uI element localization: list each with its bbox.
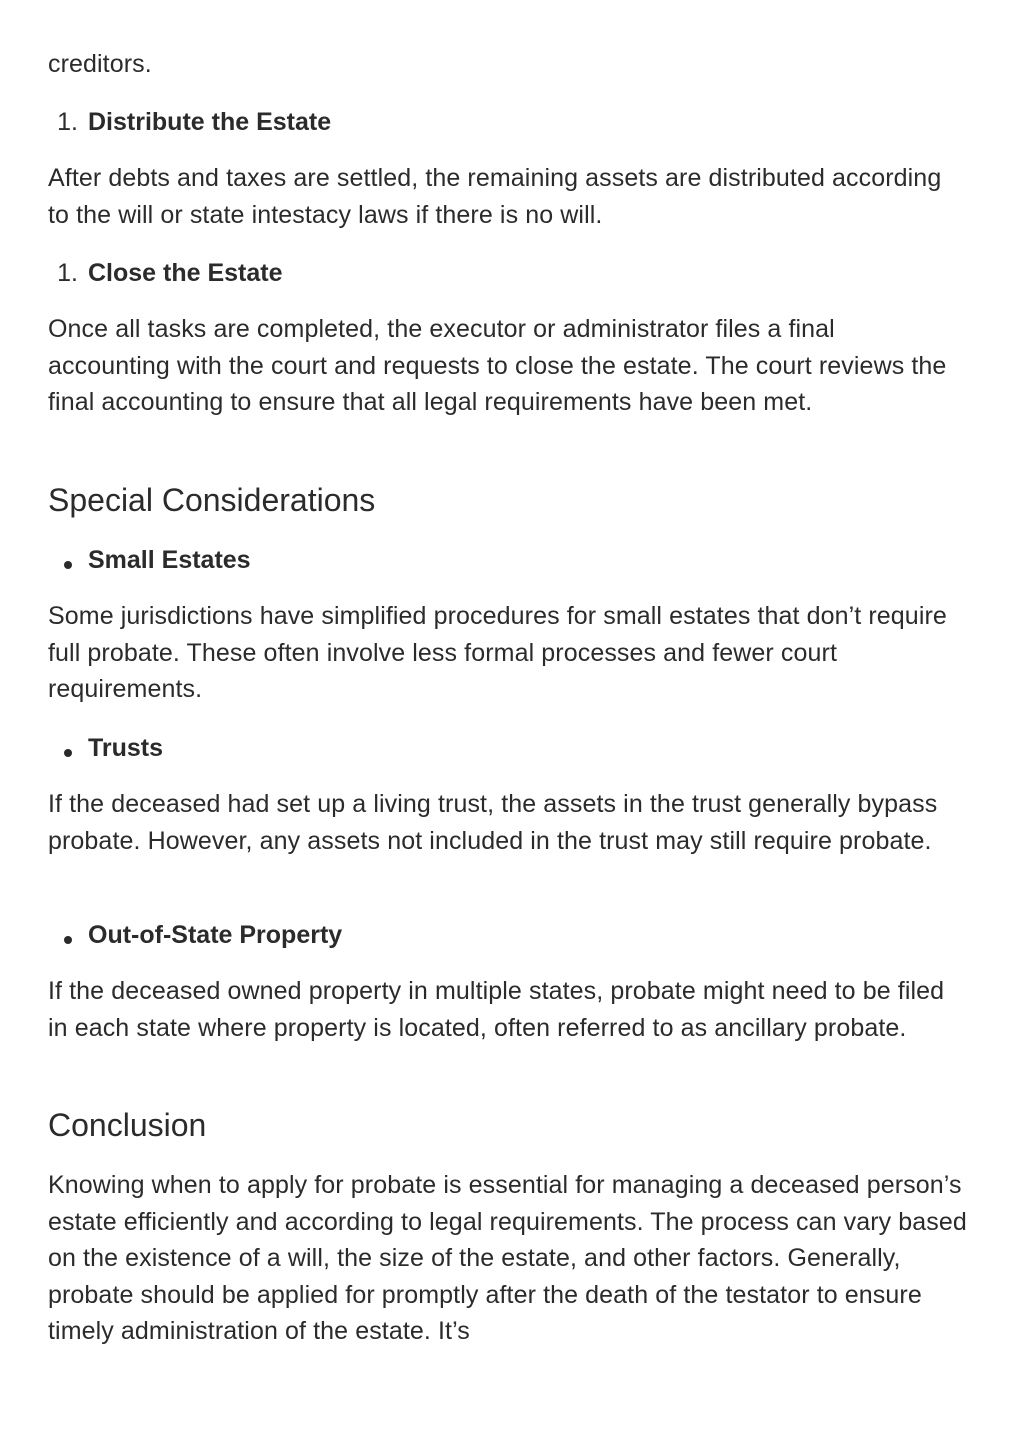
ordered-list-item (48, 104, 980, 140)
section-heading: Special Considerations (48, 482, 376, 518)
item-paragraph: If the deceased owned property in multiple states, probate might need to be filed in each state where property is located, often referred to as ancillary probate. (48, 977, 945, 1042)
bulleted-list-item (48, 730, 980, 766)
ordered-list-item (48, 255, 980, 291)
bulleted-list-item (48, 917, 980, 953)
step-paragraph: After debts and taxes are settled, the remaining assets are distributed according to the will or state intestacy laws if there is no will. (48, 164, 942, 229)
list-number: 1. (57, 108, 78, 136)
conclusion-paragraph: Knowing when to apply for probate is essential for managing a deceased person’s estate efficiently and according to legal requirements. The process can vary based on the existence of a will, the size of the estate, and other factors. Generally, probate should be applied for promptly after the death of the testator to ensure timely administration of the estate. It’s (48, 1171, 967, 1345)
item-paragraph: If the deceased had set up a living trust, the assets in the trust generally bypass probate. However, any assets not included in the trust may still require probate. (48, 790, 938, 855)
paragraph-fragment: creditors. (48, 50, 152, 78)
bulleted-list-item (48, 542, 980, 578)
step-paragraph: Once all tasks are completed, the executor or administrator files a final accounting with the court and requests to close the estate. The court reviews the final accounting to ensure that all legal requirements have been met. (48, 315, 947, 416)
item-title: Small Estates (88, 546, 251, 574)
list-number: 1. (57, 259, 78, 287)
step-title: Close the Estate (88, 259, 283, 287)
step-title: Distribute the Estate (88, 108, 332, 136)
item-paragraph: Some jurisdictions have simplified procedures for small estates that don’t require full probate. These often involve less formal processes and fewer court requirements. (48, 602, 947, 703)
item-title: Out-of-State Property (88, 921, 343, 949)
section-heading: Conclusion (48, 1107, 207, 1143)
item-title: Trusts (88, 734, 164, 762)
